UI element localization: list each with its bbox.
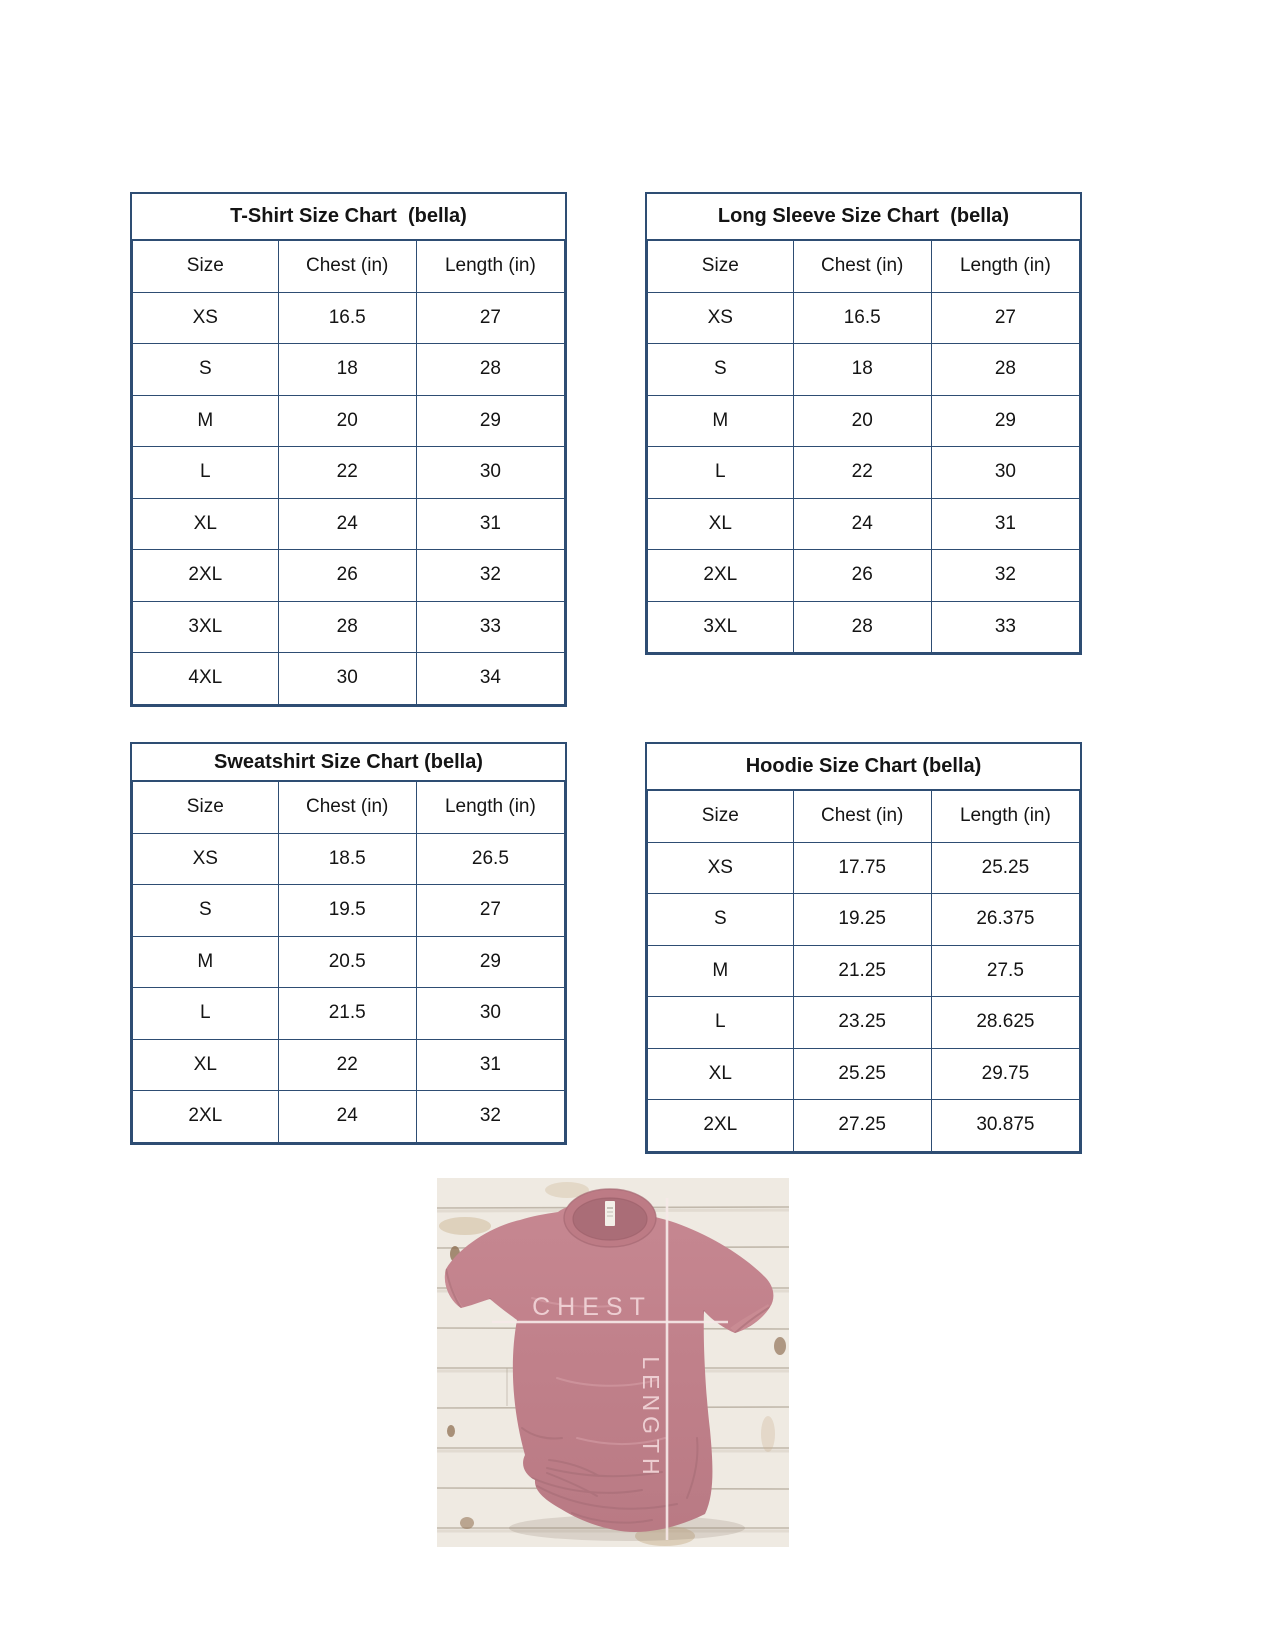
size-cell: 4XL bbox=[133, 653, 279, 705]
size-cell: 25.25 bbox=[793, 1048, 931, 1100]
size-cell: 28.625 bbox=[931, 997, 1079, 1049]
hoodie-size-table bbox=[645, 742, 1082, 1154]
size-cell: XS bbox=[133, 833, 279, 885]
size-cell: 31 bbox=[416, 1039, 564, 1091]
table-row bbox=[648, 395, 1080, 447]
size-cell: XS bbox=[648, 842, 794, 894]
column-header: Length (in) bbox=[931, 791, 1079, 843]
size-cell: L bbox=[133, 447, 279, 499]
size-cell: 22 bbox=[278, 1039, 416, 1091]
tshirt-table-grid bbox=[132, 240, 565, 705]
size-cell: S bbox=[648, 344, 794, 396]
size-cell: 32 bbox=[931, 550, 1079, 602]
size-cell: 20 bbox=[278, 395, 416, 447]
size-cell: 20 bbox=[793, 395, 931, 447]
table-row bbox=[133, 601, 565, 653]
tshirt-mockup-image bbox=[437, 1178, 789, 1547]
size-cell: 21.5 bbox=[278, 988, 416, 1040]
tshirt-size-table bbox=[130, 192, 567, 707]
size-cell: 25.25 bbox=[931, 842, 1079, 894]
table-row bbox=[133, 885, 565, 937]
column-header: Size bbox=[648, 241, 794, 293]
size-cell: 30 bbox=[416, 447, 564, 499]
size-cell: 3XL bbox=[133, 601, 279, 653]
table-row bbox=[648, 894, 1080, 946]
size-cell: 26.5 bbox=[416, 833, 564, 885]
size-cell: XL bbox=[648, 1048, 794, 1100]
size-cell: L bbox=[648, 997, 794, 1049]
header-row bbox=[648, 241, 1080, 293]
table-row bbox=[133, 447, 565, 499]
size-cell: 26.375 bbox=[931, 894, 1079, 946]
size-cell: XL bbox=[133, 1039, 279, 1091]
size-cell: 22 bbox=[278, 447, 416, 499]
table-row bbox=[133, 1039, 565, 1091]
column-header: Size bbox=[133, 782, 279, 834]
table-row bbox=[133, 1091, 565, 1143]
size-cell: 18 bbox=[278, 344, 416, 396]
size-cell: 33 bbox=[416, 601, 564, 653]
column-header: Chest (in) bbox=[793, 791, 931, 843]
size-cell: 27.5 bbox=[931, 945, 1079, 997]
size-cell: 31 bbox=[931, 498, 1079, 550]
size-cell: 34 bbox=[416, 653, 564, 705]
size-cell: 3XL bbox=[648, 601, 794, 653]
size-cell: 30.875 bbox=[931, 1100, 1079, 1152]
size-cell: 26 bbox=[793, 550, 931, 602]
sweatshirt-size-table bbox=[130, 742, 567, 1145]
table-row bbox=[133, 988, 565, 1040]
column-header: Chest (in) bbox=[278, 782, 416, 834]
size-cell: XL bbox=[133, 498, 279, 550]
table-row bbox=[648, 842, 1080, 894]
table-row bbox=[133, 833, 565, 885]
column-header: Length (in) bbox=[416, 782, 564, 834]
column-header: Chest (in) bbox=[793, 241, 931, 293]
header-row bbox=[648, 791, 1080, 843]
column-header: Length (in) bbox=[931, 241, 1079, 293]
size-cell: 17.75 bbox=[793, 842, 931, 894]
column-header: Size bbox=[133, 241, 279, 293]
sweatshirt-table-title: Sweatshirt Size Chart (bella) bbox=[132, 744, 565, 781]
size-cell: 2XL bbox=[133, 1091, 279, 1143]
size-cell: 2XL bbox=[648, 550, 794, 602]
table-row bbox=[648, 997, 1080, 1049]
neck-label bbox=[605, 1201, 615, 1226]
size-cell: 29.75 bbox=[931, 1048, 1079, 1100]
table-row bbox=[133, 344, 565, 396]
collar bbox=[564, 1189, 656, 1247]
hoodie-table-title: Hoodie Size Chart (bella) bbox=[647, 744, 1080, 790]
sweatshirt-table-grid bbox=[132, 781, 565, 1143]
table-row bbox=[648, 344, 1080, 396]
size-cell: S bbox=[133, 344, 279, 396]
column-header: Length (in) bbox=[416, 241, 564, 293]
size-cell: 32 bbox=[416, 1091, 564, 1143]
longsleeve-table-title: Long Sleeve Size Chart (bella) bbox=[647, 194, 1080, 240]
table-row bbox=[648, 550, 1080, 602]
size-cell: M bbox=[648, 395, 794, 447]
size-cell: 22 bbox=[793, 447, 931, 499]
size-cell: 2XL bbox=[133, 550, 279, 602]
size-cell: 28 bbox=[278, 601, 416, 653]
size-cell: 29 bbox=[931, 395, 1079, 447]
table-row bbox=[133, 395, 565, 447]
size-cell: 24 bbox=[278, 1091, 416, 1143]
table-row bbox=[648, 1100, 1080, 1152]
column-header: Size bbox=[648, 791, 794, 843]
size-cell: XS bbox=[648, 292, 794, 344]
chest-label: CHEST bbox=[532, 1293, 652, 1321]
size-cell: 27 bbox=[931, 292, 1079, 344]
size-cell: 26 bbox=[278, 550, 416, 602]
size-cell: 20.5 bbox=[278, 936, 416, 988]
size-cell: L bbox=[133, 988, 279, 1040]
size-cell: 24 bbox=[793, 498, 931, 550]
size-cell: 28 bbox=[931, 344, 1079, 396]
size-cell: M bbox=[133, 395, 279, 447]
size-cell: S bbox=[648, 894, 794, 946]
table-row bbox=[648, 292, 1080, 344]
size-cell: 27.25 bbox=[793, 1100, 931, 1152]
size-cell: M bbox=[133, 936, 279, 988]
table-row bbox=[133, 550, 565, 602]
size-cell: 18.5 bbox=[278, 833, 416, 885]
table-row bbox=[648, 447, 1080, 499]
size-cell: 2XL bbox=[648, 1100, 794, 1152]
size-cell: 23.25 bbox=[793, 997, 931, 1049]
size-cell: 18 bbox=[793, 344, 931, 396]
table-row bbox=[648, 1048, 1080, 1100]
column-header: Chest (in) bbox=[278, 241, 416, 293]
table-row bbox=[648, 945, 1080, 997]
size-cell: 33 bbox=[931, 601, 1079, 653]
size-cell: 27 bbox=[416, 292, 564, 344]
size-cell: 21.25 bbox=[793, 945, 931, 997]
size-cell: 28 bbox=[416, 344, 564, 396]
header-row bbox=[133, 782, 565, 834]
size-cell: 29 bbox=[416, 936, 564, 988]
table-row bbox=[133, 292, 565, 344]
tshirt-table-title: T-Shirt Size Chart (bella) bbox=[132, 194, 565, 240]
size-cell: 32 bbox=[416, 550, 564, 602]
size-cell: XS bbox=[133, 292, 279, 344]
size-cell: 24 bbox=[278, 498, 416, 550]
size-cell: 16.5 bbox=[793, 292, 931, 344]
size-cell: 31 bbox=[416, 498, 564, 550]
table-row bbox=[648, 601, 1080, 653]
longsleeve-table-grid bbox=[647, 240, 1080, 653]
size-cell: S bbox=[133, 885, 279, 937]
size-cell: M bbox=[648, 945, 794, 997]
size-cell: 30 bbox=[278, 653, 416, 705]
table-row bbox=[133, 498, 565, 550]
hoodie-table-grid bbox=[647, 790, 1080, 1152]
size-cell: 28 bbox=[793, 601, 931, 653]
size-cell: 29 bbox=[416, 395, 564, 447]
size-cell: L bbox=[648, 447, 794, 499]
size-cell: 30 bbox=[931, 447, 1079, 499]
size-cell: XL bbox=[648, 498, 794, 550]
size-cell: 27 bbox=[416, 885, 564, 937]
size-cell: 30 bbox=[416, 988, 564, 1040]
length-label: LENGTH bbox=[638, 1356, 664, 1480]
longsleeve-size-table bbox=[645, 192, 1082, 655]
table-row bbox=[648, 498, 1080, 550]
measurement-photo bbox=[437, 1178, 789, 1547]
table-row bbox=[133, 936, 565, 988]
size-cell: 19.25 bbox=[793, 894, 931, 946]
size-cell: 19.5 bbox=[278, 885, 416, 937]
header-row bbox=[133, 241, 565, 293]
table-row bbox=[133, 653, 565, 705]
size-cell: 16.5 bbox=[278, 292, 416, 344]
